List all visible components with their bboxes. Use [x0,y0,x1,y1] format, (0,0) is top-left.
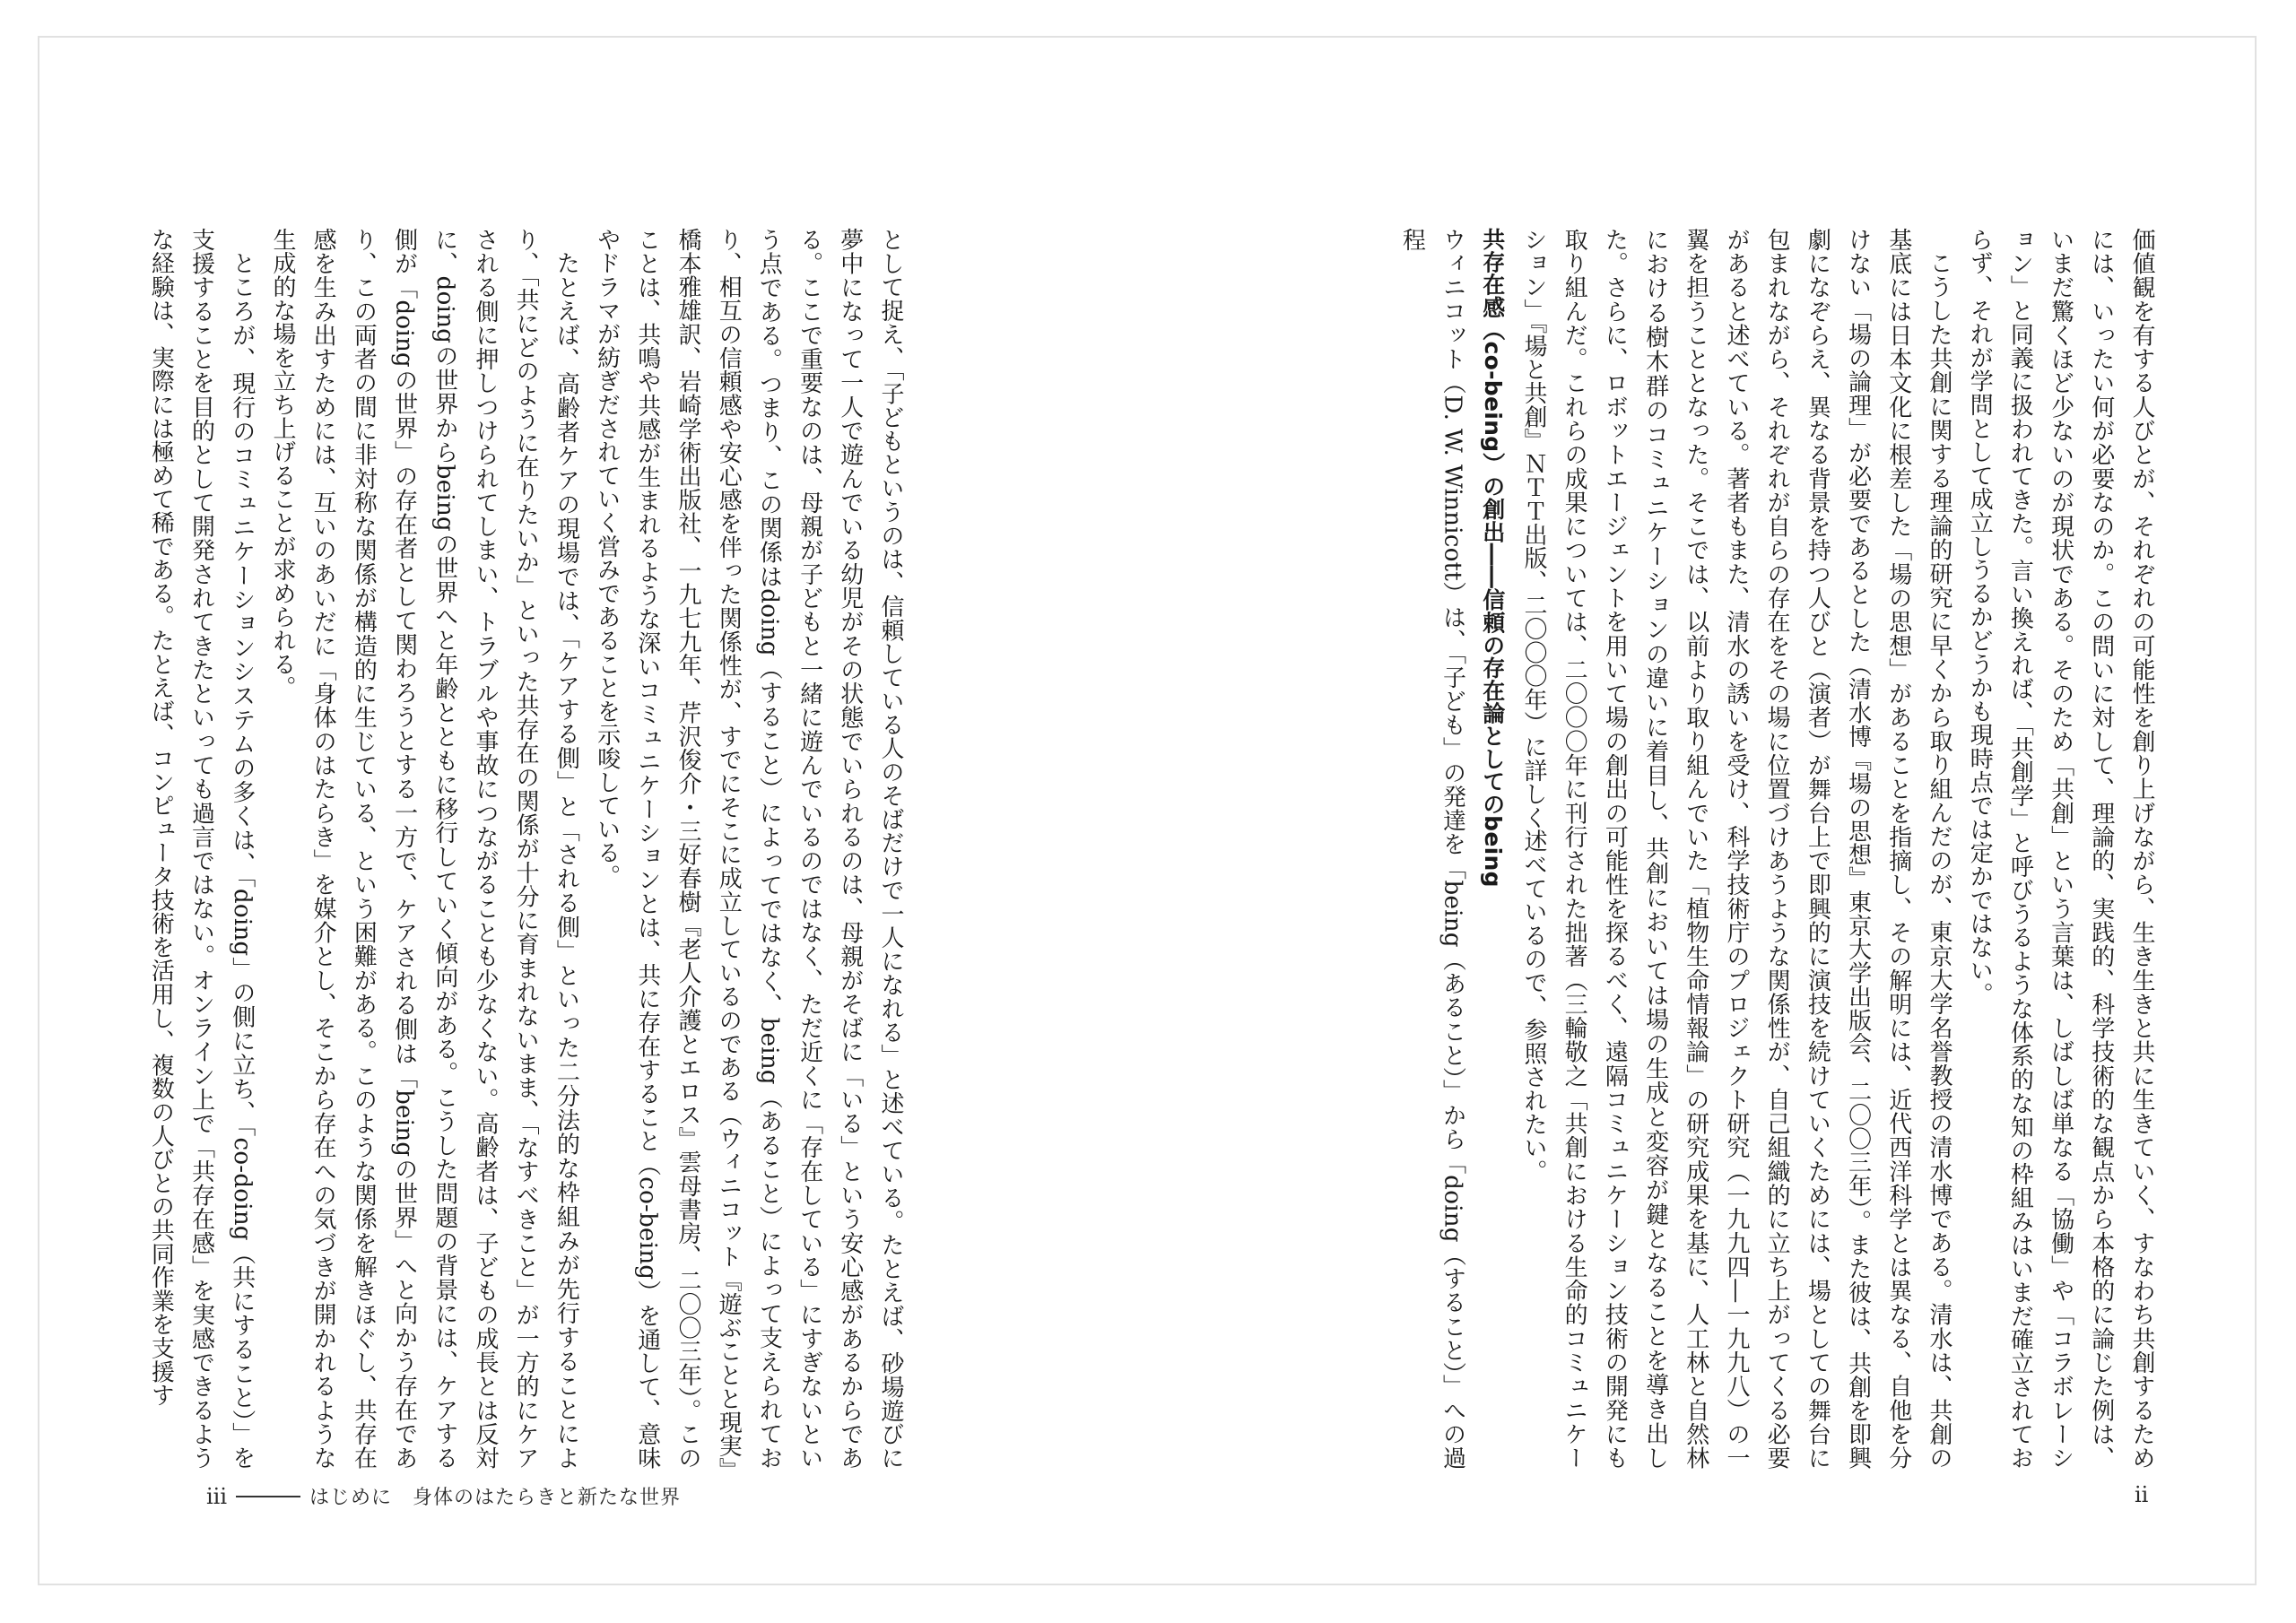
section-heading: 共存在感（co-being）の創出――信頼の存在論としてのbeing [1479,228,1506,888]
footer-left [206,1482,681,1510]
page-number-left: iii [206,1483,228,1509]
left-page-text [147,228,910,1470]
running-head: はじめに 身体のはたらきと新たな世界 [309,1487,682,1509]
footer-rule [236,1496,300,1497]
paragraph: として捉え、「子どもというのは、信頼している人のそばだけで一人になれる」と述べている。たとえば、砂場遊びに夢中になって一人で遊んでいる幼児がその状態でいられるのは、母親がそばに「いる」という安心感があるからである。ここで重要なのは、母親が子どもと一緒に遊んでいるのではなく、ただ近くに「存在している」にすぎないという点である。つまり、この関係はdoing（すること）によってではなく、being（あること）によって支えられており、相互の信頼感や安心感を伴った関係性が、すでにそこに成立しているのである（ウィニコット『遊ぶことと現実』橋本雅雄訳、岩崎学術出版社、一九七九年、芹沢俊介・三好春樹『老人介護とエロス』雲母書房、二〇〇三年）。このことは、共鳴や共感が生まれるような深いコミュニケーションとは、共に存在すること（co-being）を通して、意味やドラマが紡ぎだされていく営みであることを示唆している。 [593,228,904,1470]
paragraph: ウィニコット（D. W. Winnicott）は、「子ども」の発達を「being（あること）」から「doing（すること）」への過程 [1398,228,1466,1470]
page-number-right: ii [2135,1482,2149,1507]
book-spread [38,36,2257,1585]
paragraph: たとえば、高齢者ケアの現場では、「ケアする側」と「される側」といった二分法的な枠組みが先行することにより、「共にどのように在りたいか」といった共存在の関係が十分に育まれないまま、「なすべきこと」が一方的にケアされる側に押しつけられてしまい、トラブルや事故につながることも少なくない。高齢者は、子どもの成長とは反対に、doingの世界からbeingの世界へと年齢とともに移行していく傾向がある。こうした問題の背景には、ケアする側が「doingの世界」の存在者として関わろうとする一方で、ケアされる側は「beingの世界」へと向かう存在であり、この両者の間に非対称な関係が構造的に生じている、という困難がある。このような関係を解きほぐし、共存在感を生み出すためには、互いのあいだに「身体のはたらき」を媒介とし、そこから存在への気づきが開かれるような生成的な場を立ち上げることが求められる。 [268,228,580,1470]
paragraph: ところが、現行のコミュニケーションシステムの多くは、「doing」の側に立ち、「co-doing（共にすること）」を支援することを目的として開発されてきたといっても過言ではない。オンライン上で「共存在感」を実感できるような経験は、実際には極めて稀である。たとえば、コンピュータ技術を活用し、複数の人びとの共同作業を支援す [147,228,256,1470]
right-page-text [1398,228,2161,1470]
paragraph: こうした共創に関する理論的研究に早くから取り組んだのが、東京大学名誉教授の清水博である。清水は、共創の基底には日本文化に根差した「場の思想」があることを指摘し、その解明には、近代西洋科学とは異なる、自他を分けない「場の論理」が必要であるとした（清水博『場の思想』東京大学出版会、二〇〇三年）。また彼は、共創を即興劇になぞらえ、異なる背景を持つ人びと（演者）が舞台上で即興的に演技を続けていくためには、場としての舞台に包まれながら、それぞれが自らの存在をその場に位置づけあうような関係性が、自己組織的に立ち上がってくる必要があると述べている。著者もまた、清水の誘いを受け、科学技術庁のプロジェクト研究（一九九四―一九九八）の一翼を担うこととなった。そこでは、以前より取り組んでいた「植物生命情報論」の研究成果を基に、人工林と自然林における樹木群のコミュニケーションの違いに着目し、共創においては場の生成と変容が鍵となることを導き出した。さらに、ロボットエージェントを用いて場の創出の可能性を探るべく、遠隔コミュニケーション技術の開発にも取り組んだ。これらの成果については、二〇〇〇年に刊行された拙著（三輪敬之「共創における生命的コミュニケーション」『場と共創』ＮＴＴ出版、二〇〇〇年）に詳しく述べているので、参照されたい。 [1519,228,1952,1470]
paragraph: 価値観を有する人びとが、それぞれの可能性を創り上げながら、生き生きと共に生きていく、すなわち共創するためには、いったい何が必要なのか。この問いに対して、理論的、実践的、科学技術的な観点から本格的に論じた例は、いまだ驚くほど少ないのが現状である。そのため「共創」という言葉は、しばしば単なる「協働」や「コラボレーション」と同義に扱われてきた。言い換えれば、「共創学」と呼びうるような体系的な知の枠組みはいまだ確立されておらず、それが学問として成立しうるかどうかも現時点では定かではない。 [1966,228,2155,1470]
